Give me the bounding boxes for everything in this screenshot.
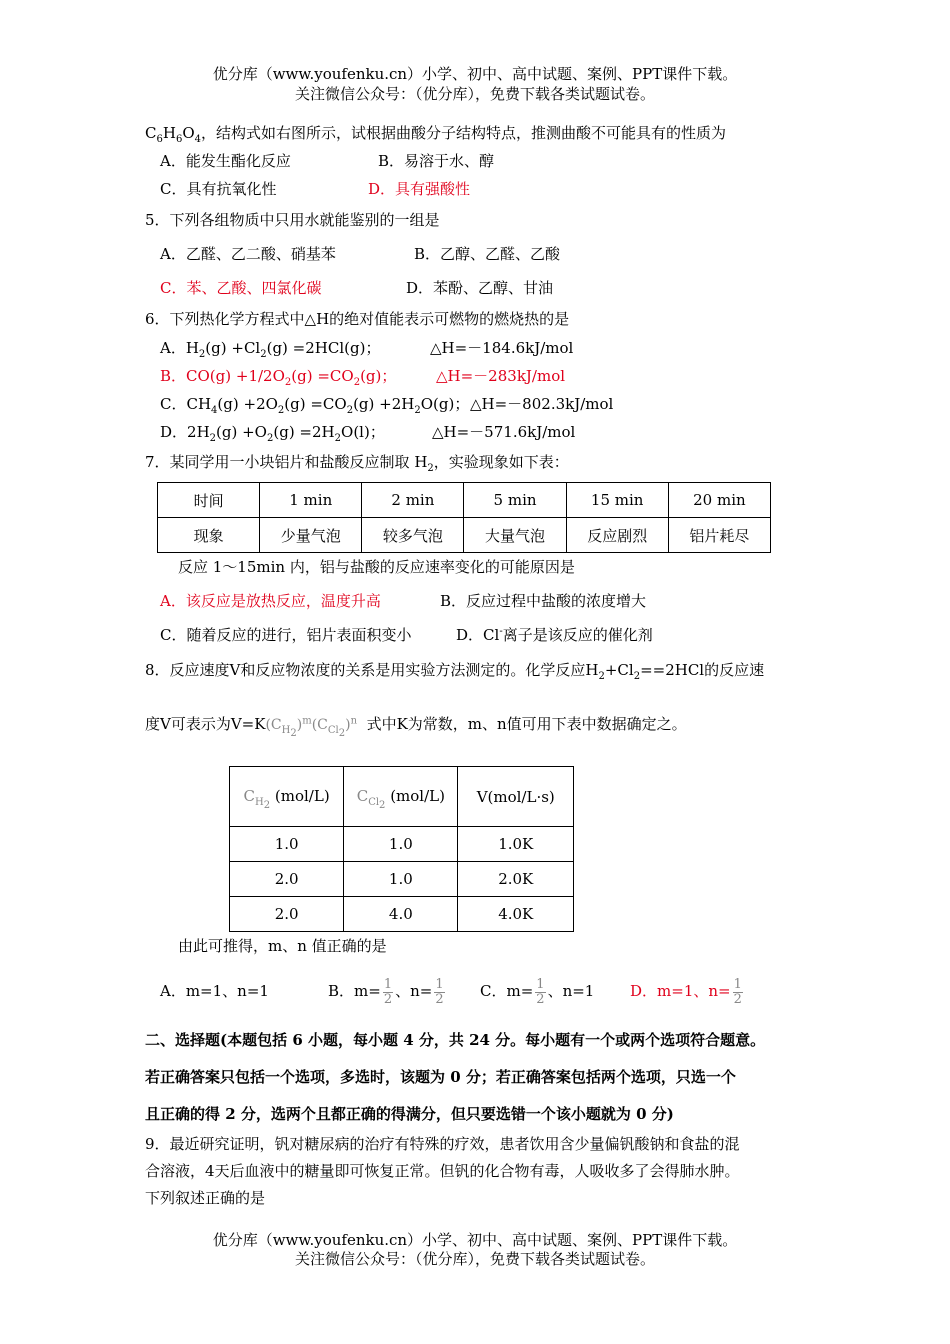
q4-option-d: D．具有强酸性 (368, 180, 471, 198)
q4-option-a: A．能发生酯化反应 (160, 152, 291, 170)
q8-cell: 1.0 (230, 827, 344, 862)
footer-line-2: 关注微信公众号：（优分库），免费下载各类试题试卷。 (294, 1250, 655, 1268)
q9-line-3: 下列叙述正确的是 (145, 1189, 266, 1207)
q6-option-d-equation: D．$2H_2(g) +O_2(g) =2H_2O(l)$； (160, 423, 385, 444)
section2-line-3: 且正确的得 2 分，选两个且都正确的得满分，但只要选错一个该小题就为 0 分) (145, 1105, 674, 1123)
header-line-2: 关注微信公众号：（优分库），免费下载各类试题试卷。 (294, 85, 655, 103)
q8-stem: 8．反应速度V和反应物浓度的关系是用实验方法测定的。化学反应$H_2+Cl_2==2HCl$的反应速 (145, 661, 765, 682)
q8-cell: 4.0K (458, 897, 574, 932)
q7-cell: 5 min (464, 483, 566, 518)
q8-cell: 1.0 (344, 862, 458, 897)
q9-line-1: 9．最近研究证明，钒对糖尿病的治疗有特殊的疗效，患者饮用含少量偏钒酸钠和食盐的混 (145, 1135, 740, 1153)
q6-option-b-dh: △H=－283kJ/mol (436, 367, 566, 385)
q4-intro: $C_6H_6O_4$，结构式如右图所示，试根据曲酸分子结构特点，推测曲酸不可能具有的性质为 (145, 124, 727, 145)
q8-stem-2: 度V可表示为$V=K(C_{H_2})^m(C_{Cl_2})^n$ 式中K为常数，m、n值可用下表中数据确定之。 (145, 715, 687, 739)
q5-option-c: C．苯、乙酸、四氯化碳 (160, 279, 322, 297)
q7-cell: 反应剧烈 (566, 518, 668, 553)
q8-option-d: D．m=1、n= $\frac{1}{2}$ (630, 976, 742, 1007)
fraction-half: $\frac{1}{2}$ (383, 976, 393, 1007)
q7-option-b: B．反应过程中盐酸的浓度增大 (440, 592, 647, 610)
q8-table (229, 766, 574, 932)
q8-option-c: C．m= $\frac{1}{2}$ 、n=1 (480, 976, 595, 1007)
q7-table (157, 482, 771, 553)
q7-stem: 7．某同学用一小块铝片和盐酸反应制取 $H_2$，实验现象如下表： (145, 453, 569, 474)
q6-option-a-equation: A．$H_2(g) +Cl_2(g) =2HCl(g)$； (160, 339, 381, 360)
q8-cell: 1.0K (458, 827, 574, 862)
q8-header-v: V(mol/L·s) (458, 767, 574, 827)
header-line-1: 优分库（www.youfenku.cn）小学、初中、高中试题、案例、PPT课件下载。 (212, 65, 738, 83)
q6-option-a-dh: △H=－184.6kJ/mol (430, 339, 574, 357)
q6-option-b-equation: B．$CO(g) +1/2O_2(g) =CO_2(g)$； (160, 367, 397, 388)
q5-option-a: A．乙醛、乙二酸、硝基苯 (160, 245, 336, 263)
q7-question: 反应 1～15min 内，铝与盐酸的反应速率变化的可能原因是 (178, 558, 575, 576)
q6-option-d-dh: △H=－571.6kJ/mol (432, 423, 576, 441)
fraction-half: $\frac{1}{2}$ (733, 976, 742, 1007)
q5-stem: 5．下列各组物质中只用水就能鉴别的一组是 (145, 211, 440, 229)
q5-option-b: B．乙醇、乙醛、乙酸 (414, 245, 561, 263)
q8-cell: 4.0 (344, 897, 458, 932)
footer-line-1: 优分库（www.youfenku.cn）小学、初中、高中试题、案例、PPT课件下载。 (212, 1231, 738, 1249)
q7-option-a: A．该反应是放热反应，温度升高 (160, 592, 381, 610)
q9-line-2: 合溶液，4天后血液中的糖量即可恢复正常。但钒的化合物有毒，人吸收多了会得肺水肿。 (145, 1162, 740, 1180)
q8-cell: 1.0 (344, 827, 458, 862)
fraction-half: $\frac{1}{2}$ (536, 976, 545, 1007)
q6-option-c-equation: C．$CH_4(g) +2O_2(g) =CO_2(g) +2H_2O(g)$； (160, 395, 470, 416)
q7-cell: 时间 (158, 483, 260, 518)
q4-option-b: B．易溶于水、醇 (378, 152, 495, 170)
q7-cell: 20 min (668, 483, 770, 518)
q6-stem: 6．下列热化学方程式中△H的绝对值能表示可燃物的燃烧热的是 (145, 310, 570, 328)
q6-option-c-dh: △H=－802.3kJ/mol (470, 395, 614, 413)
q5-option-d: D．苯酚、乙醇、甘油 (406, 279, 554, 297)
q7-cell: 少量气泡 (260, 518, 362, 553)
q8-option-a: A．m=1、n=1 (160, 982, 269, 1000)
q7-cell: 2 min (362, 483, 464, 518)
q8-header-ch2: $C_{H_2}$ (mol/L) (230, 767, 344, 827)
q7-option-c: C．随着反应的进行，铝片表面积变小 (160, 626, 412, 644)
q7-cell: 现象 (158, 518, 260, 553)
q7-cell: 15 min (566, 483, 668, 518)
q7-cell: 大量气泡 (464, 518, 566, 553)
rate-expression: $(C_{H_2})^m(C_{Cl_2})^n$ (265, 715, 358, 739)
section2-line-2: 若正确答案只包括一个选项，多选时，该题为 0 分；若正确答案包括两个选项，只选一个 (145, 1068, 736, 1086)
q8-cell: 2.0 (230, 897, 344, 932)
q8-option-b: B．m= $\frac{1}{2}$ 、n= $\frac{1}{2}$ (328, 976, 444, 1007)
q8-header-ccl2: $C_{Cl_2}$ (mol/L) (344, 767, 458, 827)
q8-question: 由此可推得，m、n 值正确的是 (178, 937, 387, 955)
q8-cell: 2.0K (458, 862, 574, 897)
section2-line-1: 二、选择题(本题包括 6 小题，每小题 4 分，共 24 分。每小题有一个或两个选项符合题意。 (145, 1031, 766, 1049)
q7-option-d: D．Cl-离子是该反应的催化剂 (456, 626, 653, 644)
q8-cell: 2.0 (230, 862, 344, 897)
q7-cell: 较多气泡 (362, 518, 464, 553)
q4-option-c: C．具有抗氧化性 (160, 180, 277, 198)
q7-cell: 铝片耗尽 (668, 518, 770, 553)
fraction-half: $\frac{1}{2}$ (435, 976, 444, 1007)
q7-cell: 1 min (260, 483, 362, 518)
